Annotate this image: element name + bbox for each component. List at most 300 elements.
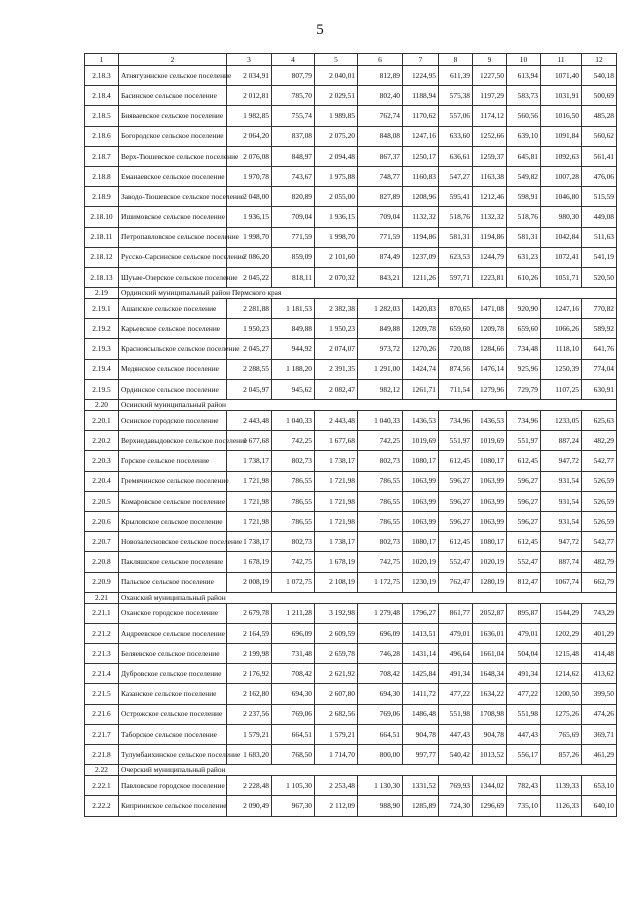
value-cell: 1250,17	[403, 146, 439, 166]
value-cell: 1 291,00	[358, 359, 403, 379]
value-cell: 542,77	[582, 451, 617, 471]
value-cell: 904,78	[403, 724, 439, 744]
value-cell: 596,27	[507, 471, 541, 491]
value-cell: 640,10	[582, 796, 617, 816]
value-cell: 560,56	[507, 106, 541, 126]
value-cell: 774,04	[582, 359, 617, 379]
value-cell: 867,37	[358, 146, 403, 166]
value-cell: 595,41	[439, 187, 473, 207]
value-cell: 511,63	[582, 227, 617, 247]
value-cell: 1 072,75	[272, 572, 315, 592]
value-cell: 1431,14	[403, 644, 439, 664]
value-cell: 653,10	[582, 776, 617, 796]
value-cell: 2 090,49	[227, 796, 272, 816]
value-cell: 1247,16	[403, 126, 439, 146]
settlement-name: Заводо-Тюшевское сельское поселение	[119, 187, 227, 207]
value-cell: 2 055,00	[315, 187, 358, 207]
row-code: 2.19.1	[85, 299, 119, 319]
value-cell: 786,55	[272, 491, 315, 511]
value-cell: 1 040,33	[358, 411, 403, 431]
value-cell: 589,92	[582, 319, 617, 339]
value-cell: 3 192,98	[315, 603, 358, 623]
value-cell: 2 682,56	[315, 704, 358, 724]
value-cell: 2 228,48	[227, 776, 272, 796]
value-cell: 973,72	[358, 339, 403, 359]
row-code: 2.20.1	[85, 411, 119, 431]
value-cell: 1 040,33	[272, 411, 315, 431]
row-code: 2.20.7	[85, 532, 119, 552]
value-cell: 1016,50	[541, 106, 582, 126]
row-code: 2.21.7	[85, 724, 119, 744]
value-cell: 874,49	[358, 247, 403, 267]
value-cell: 1202,29	[541, 623, 582, 643]
value-cell: 1 721,98	[315, 491, 358, 511]
table-row	[85, 86, 617, 106]
settlement-name: Еманаевское сельское поселение	[119, 166, 227, 186]
value-cell: 639,10	[507, 126, 541, 146]
settlement-name: Русско-Сарсинское сельское поселение	[119, 247, 227, 267]
value-cell: 1092,63	[541, 146, 582, 166]
value-cell: 2 012,81	[227, 86, 272, 106]
value-cell: 1063,99	[403, 491, 439, 511]
value-cell: 2 382,38	[315, 299, 358, 319]
value-cell: 2 391,35	[315, 359, 358, 379]
table-row	[85, 207, 617, 227]
value-cell: 904,78	[473, 724, 507, 744]
value-cell: 1019,69	[403, 431, 439, 451]
value-cell: 518,76	[439, 207, 473, 227]
value-cell: 659,60	[507, 319, 541, 339]
value-cell: 551,98	[507, 704, 541, 724]
value-cell: 477,22	[507, 684, 541, 704]
table-row	[85, 66, 617, 86]
value-cell: 610,26	[507, 267, 541, 287]
value-cell: 765,69	[541, 724, 582, 744]
row-code: 2.18.5	[85, 106, 119, 126]
value-cell: 2 064,20	[227, 126, 272, 146]
table-row	[85, 106, 617, 126]
value-cell: 1132,32	[473, 207, 507, 227]
section-row	[85, 765, 617, 776]
value-cell: 2 609,59	[315, 623, 358, 643]
value-cell: 729,79	[507, 379, 541, 399]
value-cell: 612,45	[439, 532, 473, 552]
value-cell: 2 162,80	[227, 684, 272, 704]
value-cell: 612,45	[439, 451, 473, 471]
settlement-name: Крыловское сельское поселение	[119, 511, 227, 531]
table-row	[85, 126, 617, 146]
value-cell: 1436,53	[473, 411, 507, 431]
value-cell: 967,30	[272, 796, 315, 816]
value-cell: 947,72	[541, 532, 582, 552]
value-cell: 1107,25	[541, 379, 582, 399]
value-cell: 1071,40	[541, 66, 582, 86]
tariff-table	[84, 53, 617, 817]
value-cell: 1209,78	[403, 319, 439, 339]
row-code: 2.18.11	[85, 227, 119, 247]
value-cell: 708,42	[272, 664, 315, 684]
value-cell: 849,88	[272, 319, 315, 339]
row-code: 2.20.8	[85, 552, 119, 572]
table-row	[85, 664, 617, 684]
settlement-name: Петропавловское сельское поселение	[119, 227, 227, 247]
column-number: 2	[119, 54, 227, 66]
section-row	[85, 592, 617, 603]
value-cell: 724,30	[439, 796, 473, 816]
value-cell: 664,51	[358, 724, 403, 744]
value-cell: 849,88	[358, 319, 403, 339]
value-cell: 2 237,56	[227, 704, 272, 724]
settlement-name: Ординское сельское поселение	[119, 379, 227, 399]
value-cell: 1230,19	[403, 572, 439, 592]
section-title: Осинский муниципальный район	[119, 400, 617, 411]
value-cell: 944,92	[272, 339, 315, 359]
value-cell: 1163,38	[473, 166, 507, 186]
value-cell: 500,69	[582, 86, 617, 106]
value-cell: 1344,02	[473, 776, 507, 796]
value-cell: 641,76	[582, 339, 617, 359]
value-cell: 1261,71	[403, 379, 439, 399]
value-cell: 696,09	[272, 623, 315, 643]
section-title: Оханский муниципальный район	[119, 592, 617, 603]
value-cell: 1 738,17	[227, 532, 272, 552]
value-cell: 476,06	[582, 166, 617, 186]
value-cell: 1796,27	[403, 603, 439, 623]
value-cell: 1208,96	[403, 187, 439, 207]
value-cell: 596,27	[439, 511, 473, 531]
settlement-name: Дубровское сельское поселение	[119, 664, 227, 684]
value-cell: 1020,19	[473, 552, 507, 572]
value-cell: 742,25	[358, 431, 403, 451]
value-cell: 1063,99	[473, 491, 507, 511]
value-cell: 1211,26	[403, 267, 439, 287]
value-cell: 1013,52	[473, 745, 507, 765]
settlement-name: Атнягузинское сельское поселение	[119, 66, 227, 86]
value-cell: 742,25	[272, 431, 315, 451]
value-cell: 540,18	[582, 66, 617, 86]
value-cell: 1194,86	[403, 227, 439, 247]
settlement-name: Андреевское сельское поселение	[119, 623, 227, 643]
value-cell: 2 045,22	[227, 267, 272, 287]
value-cell: 1 677,68	[227, 431, 272, 451]
table-row	[85, 166, 617, 186]
table-row	[85, 411, 617, 431]
settlement-name: Богородское сельское поселение	[119, 126, 227, 146]
settlement-name: Верхнедавыдовское сельское поселение	[119, 431, 227, 451]
value-cell: 552,47	[507, 552, 541, 572]
settlement-name: Красноясыльское сельское поселение	[119, 339, 227, 359]
value-cell: 596,27	[439, 471, 473, 491]
value-cell: 2 108,19	[315, 572, 358, 592]
value-cell: 662,79	[582, 572, 617, 592]
value-cell: 482,29	[582, 431, 617, 451]
value-cell: 561,41	[582, 146, 617, 166]
settlement-name: Медянское сельское поселение	[119, 359, 227, 379]
value-cell: 556,17	[507, 745, 541, 765]
value-cell: 920,90	[507, 299, 541, 319]
value-cell: 2 076,08	[227, 146, 272, 166]
value-cell: 547,27	[439, 166, 473, 186]
value-cell: 575,38	[439, 86, 473, 106]
value-cell: 1 738,17	[315, 532, 358, 552]
value-cell: 769,06	[272, 704, 315, 724]
row-code: 2.21.1	[85, 603, 119, 623]
value-cell: 477,22	[439, 684, 473, 704]
column-number: 7	[403, 54, 439, 66]
value-cell: 820,89	[272, 187, 315, 207]
value-cell: 1046,80	[541, 187, 582, 207]
row-code: 2.18.9	[85, 187, 119, 207]
value-cell: 843,21	[358, 267, 403, 287]
table-row	[85, 247, 617, 267]
section-code: 2.22	[85, 765, 119, 776]
value-cell: 583,73	[507, 86, 541, 106]
row-code: 2.18.13	[85, 267, 119, 287]
value-cell: 1091,84	[541, 126, 582, 146]
value-cell: 2052,87	[473, 603, 507, 623]
value-cell: 1285,89	[403, 796, 439, 816]
value-cell: 2 045,97	[227, 379, 272, 399]
value-cell: 988,90	[358, 796, 403, 816]
table-row	[85, 623, 617, 643]
value-cell: 734,96	[507, 411, 541, 431]
value-cell: 857,26	[541, 745, 582, 765]
value-cell: 802,73	[358, 451, 403, 471]
value-cell: 557,06	[439, 106, 473, 126]
value-cell: 1 188,20	[272, 359, 315, 379]
value-cell: 1019,69	[473, 431, 507, 451]
value-cell: 504,04	[507, 644, 541, 664]
settlement-name: Карьевское сельское поселение	[119, 319, 227, 339]
value-cell: 708,42	[358, 664, 403, 684]
value-cell: 625,63	[582, 411, 617, 431]
value-cell: 997,77	[403, 745, 439, 765]
value-cell: 786,55	[358, 491, 403, 511]
value-cell: 945,62	[272, 379, 315, 399]
value-cell: 1708,98	[473, 704, 507, 724]
value-cell: 1063,99	[403, 471, 439, 491]
value-cell: 1072,41	[541, 247, 582, 267]
value-cell: 1476,14	[473, 359, 507, 379]
table-row	[85, 471, 617, 491]
value-cell: 1 677,68	[315, 431, 358, 451]
value-cell: 1007,28	[541, 166, 582, 186]
value-cell: 848,97	[272, 146, 315, 166]
value-cell: 2 075,20	[315, 126, 358, 146]
row-code: 2.18.8	[85, 166, 119, 186]
value-cell: 401,29	[582, 623, 617, 643]
value-cell: 782,43	[507, 776, 541, 796]
row-code: 2.20.4	[85, 471, 119, 491]
value-cell: 551,97	[439, 431, 473, 451]
table-row	[85, 684, 617, 704]
value-cell: 1 172,75	[358, 572, 403, 592]
value-cell: 1270,26	[403, 339, 439, 359]
settlement-name: Новозалесновское сельское поселение	[119, 532, 227, 552]
section-code: 2.21	[85, 592, 119, 603]
section-title: Ординский муниципальный район Пермского края	[119, 288, 617, 299]
value-cell: 1066,26	[541, 319, 582, 339]
value-cell: 859,09	[272, 247, 315, 267]
value-cell: 731,48	[272, 644, 315, 664]
value-cell: 1 721,98	[227, 471, 272, 491]
row-code: 2.21.3	[85, 644, 119, 664]
value-cell: 1063,99	[473, 471, 507, 491]
value-cell: 623,53	[439, 247, 473, 267]
table-row	[85, 776, 617, 796]
value-cell: 1063,99	[403, 511, 439, 531]
value-cell: 447,43	[507, 724, 541, 744]
value-cell: 925,96	[507, 359, 541, 379]
value-cell: 827,89	[358, 187, 403, 207]
value-cell: 2 101,60	[315, 247, 358, 267]
value-cell: 870,65	[439, 299, 473, 319]
table-row	[85, 644, 617, 664]
settlement-name: Горское сельское поселение	[119, 451, 227, 471]
settlement-name: Тулумбаихинское сельское поселение	[119, 745, 227, 765]
table-row	[85, 379, 617, 399]
value-cell: 611,39	[439, 66, 473, 86]
value-cell: 786,55	[272, 511, 315, 531]
table-row	[85, 532, 617, 552]
value-cell: 1237,09	[403, 247, 439, 267]
value-cell: 1244,79	[473, 247, 507, 267]
value-cell: 2 008,19	[227, 572, 272, 592]
column-number: 3	[227, 54, 272, 66]
value-cell: 762,47	[439, 572, 473, 592]
settlement-name: Казанское сельское поселение	[119, 684, 227, 704]
table-row	[85, 511, 617, 531]
value-cell: 1067,74	[541, 572, 582, 592]
row-code: 2.20.9	[85, 572, 119, 592]
value-cell: 771,59	[358, 227, 403, 247]
value-cell: 636,61	[439, 146, 473, 166]
value-cell: 931,54	[541, 511, 582, 531]
row-code: 2.19.2	[85, 319, 119, 339]
value-cell: 848,08	[358, 126, 403, 146]
value-cell: 1280,19	[473, 572, 507, 592]
value-cell: 770,82	[582, 299, 617, 319]
settlement-name: Пальское сельское поселение	[119, 572, 227, 592]
value-cell: 1051,71	[541, 267, 582, 287]
value-cell: 895,87	[507, 603, 541, 623]
value-cell: 1215,48	[541, 644, 582, 664]
value-cell: 1126,33	[541, 796, 582, 816]
value-cell: 496,64	[439, 644, 473, 664]
value-cell: 802,73	[272, 451, 315, 471]
value-cell: 802,73	[358, 532, 403, 552]
value-cell: 551,98	[439, 704, 473, 724]
value-cell: 1042,84	[541, 227, 582, 247]
column-number: 11	[541, 54, 582, 66]
table-row	[85, 451, 617, 471]
value-cell: 982,12	[358, 379, 403, 399]
value-cell: 1413,51	[403, 623, 439, 643]
table-row	[85, 267, 617, 287]
row-code: 2.21.6	[85, 704, 119, 724]
value-cell: 742,75	[272, 552, 315, 572]
value-cell: 551,97	[507, 431, 541, 451]
value-cell: 612,45	[507, 451, 541, 471]
value-cell: 515,59	[582, 187, 617, 207]
value-cell: 1296,69	[473, 796, 507, 816]
value-cell: 369,71	[582, 724, 617, 744]
value-cell: 2 040,01	[315, 66, 358, 86]
settlement-name: Бияваевское сельское поселение	[119, 106, 227, 126]
section-title: Очерский муниципальный район	[119, 765, 617, 776]
value-cell: 1 678,19	[227, 552, 272, 572]
value-cell: 812,47	[507, 572, 541, 592]
value-cell: 659,60	[439, 319, 473, 339]
value-cell: 542,77	[582, 532, 617, 552]
value-cell: 1118,10	[541, 339, 582, 359]
value-cell: 786,55	[358, 471, 403, 491]
value-cell: 630,91	[582, 379, 617, 399]
value-cell: 709,04	[358, 207, 403, 227]
value-cell: 1411,72	[403, 684, 439, 704]
value-cell: 1 721,98	[315, 511, 358, 531]
value-cell: 2 281,88	[227, 299, 272, 319]
value-cell: 2 045,27	[227, 339, 272, 359]
value-cell: 1 282,03	[358, 299, 403, 319]
settlement-name: Гремячинское сельское поселение	[119, 471, 227, 491]
row-code: 2.22.2	[85, 796, 119, 816]
value-cell: 1247,16	[541, 299, 582, 319]
value-cell: 552,47	[439, 552, 473, 572]
value-cell: 526,59	[582, 491, 617, 511]
value-cell: 518,76	[507, 207, 541, 227]
table-row	[85, 704, 617, 724]
value-cell: 931,54	[541, 491, 582, 511]
value-cell: 1197,29	[473, 86, 507, 106]
value-cell: 1200,50	[541, 684, 582, 704]
value-cell: 1 936,15	[315, 207, 358, 227]
table-row	[85, 431, 617, 451]
value-cell: 482,79	[582, 552, 617, 572]
settlement-name: Пакляшское сельское поселение	[119, 552, 227, 572]
value-cell: 720,08	[439, 339, 473, 359]
value-cell: 861,77	[439, 603, 473, 623]
value-cell: 1080,17	[473, 451, 507, 471]
value-cell: 1 714,70	[315, 745, 358, 765]
value-cell: 581,31	[507, 227, 541, 247]
value-cell: 1132,32	[403, 207, 439, 227]
value-cell: 560,62	[582, 126, 617, 146]
value-cell: 613,94	[507, 66, 541, 86]
value-cell: 596,27	[507, 511, 541, 531]
value-cell: 947,72	[541, 451, 582, 471]
value-cell: 769,93	[439, 776, 473, 796]
table-row	[85, 227, 617, 247]
row-code: 2.18.4	[85, 86, 119, 106]
value-cell: 1 970,78	[227, 166, 272, 186]
row-code: 2.18.10	[85, 207, 119, 227]
value-cell: 1 936,15	[227, 207, 272, 227]
row-code: 2.21.2	[85, 623, 119, 643]
value-cell: 1544,29	[541, 603, 582, 623]
settlement-name: Комаровское сельское поселение	[119, 491, 227, 511]
value-cell: 1 738,17	[227, 451, 272, 471]
value-cell: 2 112,09	[315, 796, 358, 816]
settlement-name: Ишимовское сельское поселение	[119, 207, 227, 227]
value-cell: 2 443,48	[315, 411, 358, 431]
value-cell: 1471,08	[473, 299, 507, 319]
value-cell: 887,24	[541, 431, 582, 451]
value-cell: 1636,01	[473, 623, 507, 643]
value-cell: 485,28	[582, 106, 617, 126]
value-cell: 1284,66	[473, 339, 507, 359]
settlement-name: Таборское сельское поселение	[119, 724, 227, 744]
